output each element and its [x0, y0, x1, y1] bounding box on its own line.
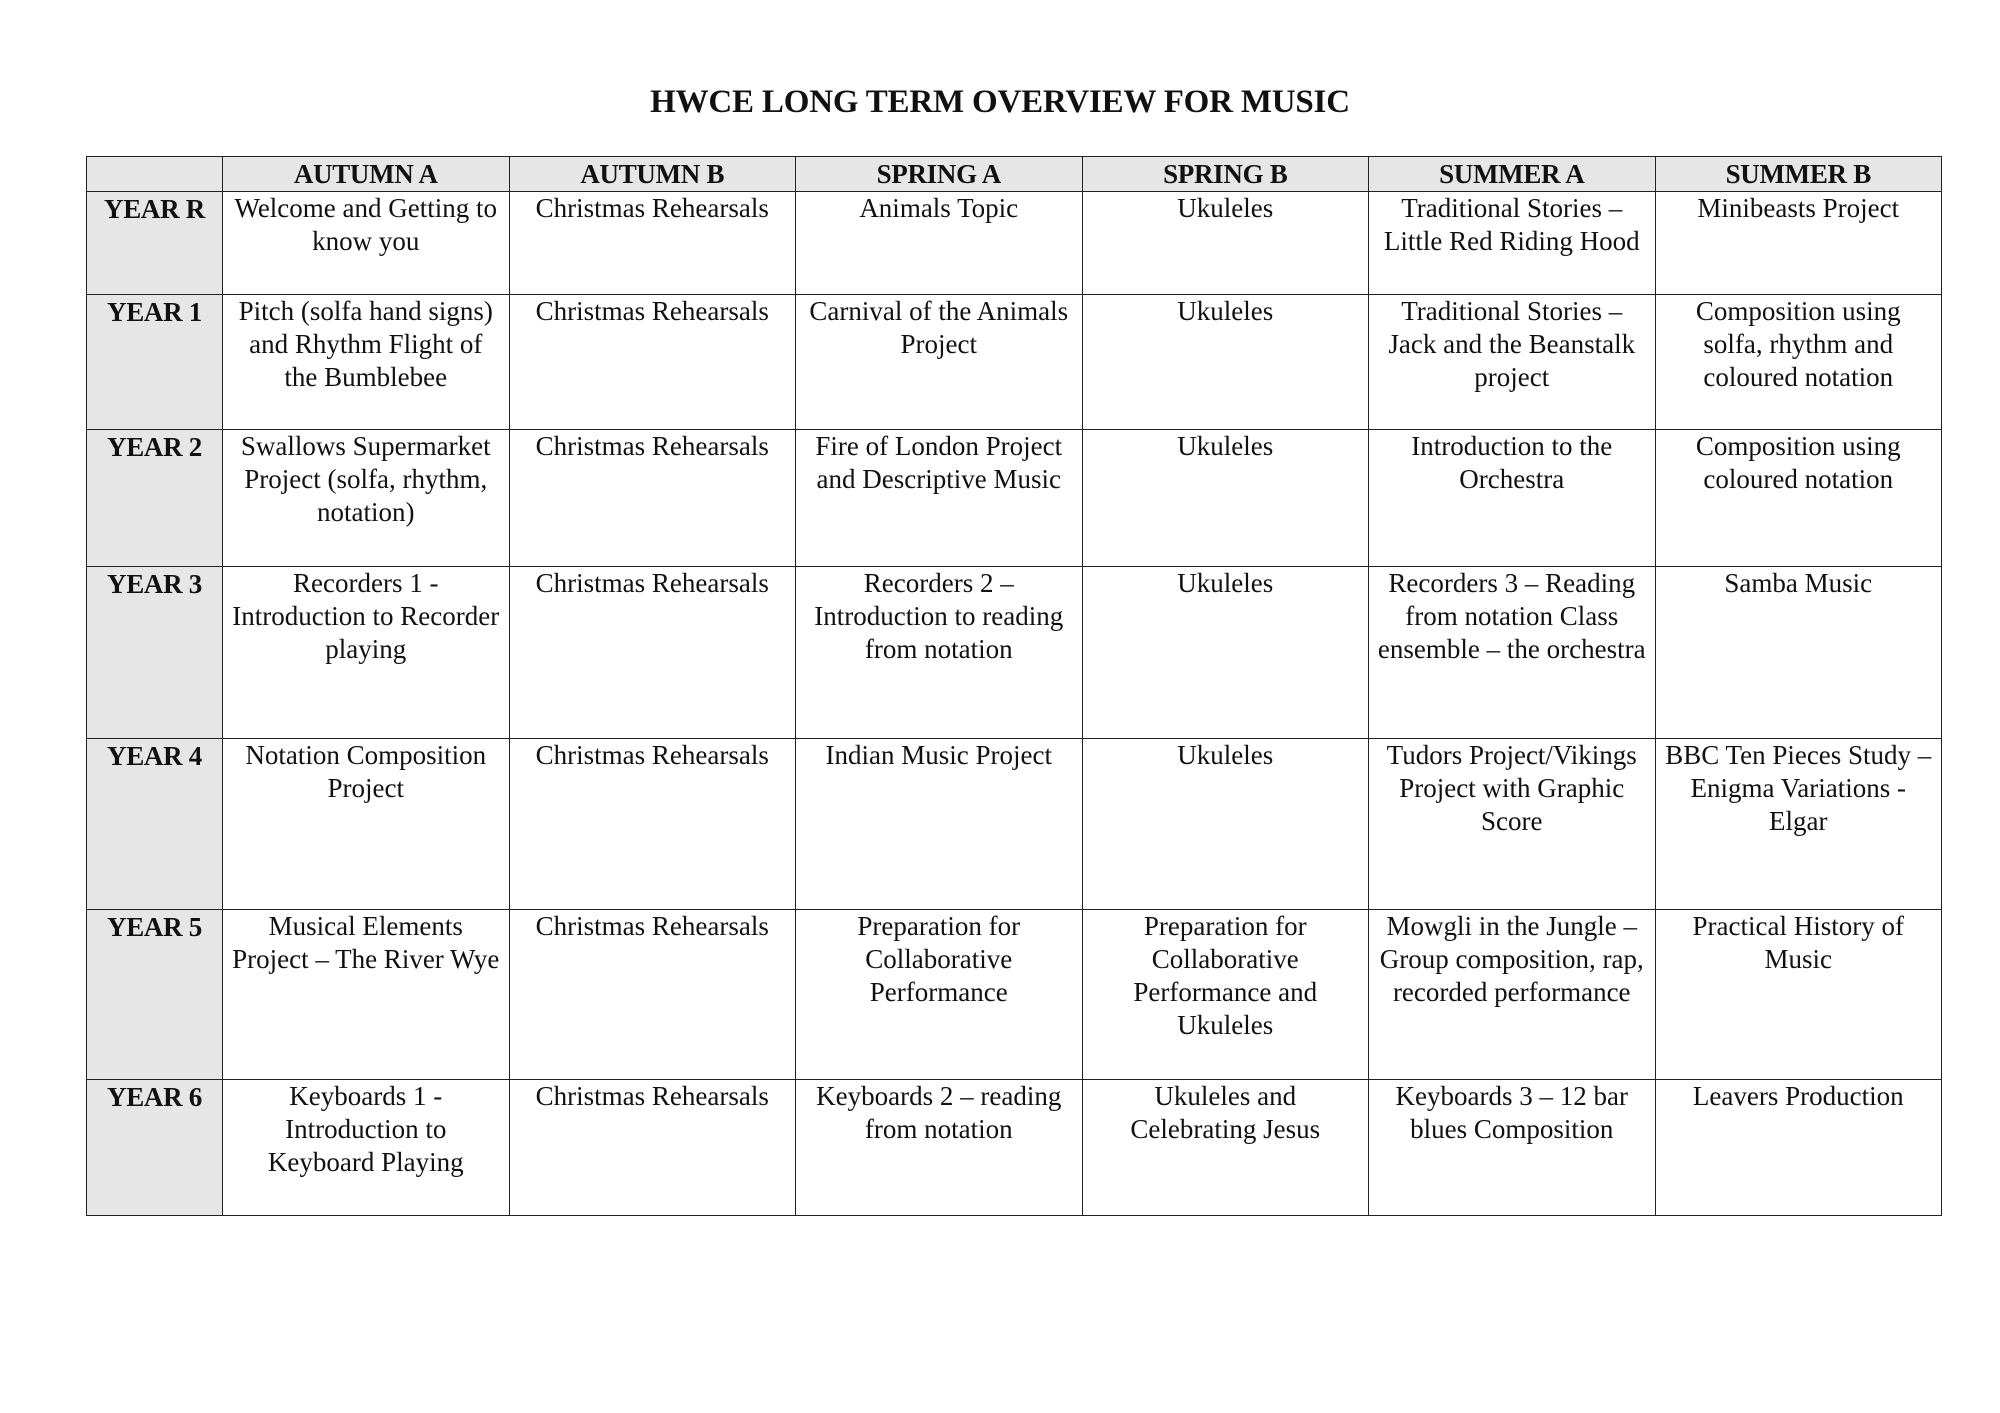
music-overview-table [86, 156, 1942, 1216]
table-row [87, 910, 1942, 1080]
table-cell: Indian Music Project [796, 739, 1083, 910]
table-cell: Christmas Rehearsals [509, 567, 796, 739]
table-cell: Ukuleles [1082, 739, 1369, 910]
table-cell: Composition using solfa, rhythm and coloured notation [1655, 295, 1942, 430]
table-cell: Ukuleles and Celebrating Jesus [1082, 1080, 1369, 1216]
table-cell: Keyboards 3 – 12 bar blues Composition [1369, 1080, 1656, 1216]
table-cell: Recorders 2 – Introduction to reading from notation [796, 567, 1083, 739]
table-cell: Christmas Rehearsals [509, 739, 796, 910]
table-cell: Mowgli in the Jungle – Group composition, rap, recorded performance [1369, 910, 1656, 1080]
table-cell: Animals Topic [796, 192, 1083, 295]
table-cell: Ukuleles [1082, 430, 1369, 567]
table-cell: Christmas Rehearsals [509, 430, 796, 567]
table-cell: Christmas Rehearsals [509, 1080, 796, 1216]
corner-header [87, 157, 223, 192]
table-cell: Introduction to the Orchestra [1369, 430, 1656, 567]
column-header-spring-b: SPRING B [1082, 157, 1369, 192]
table-cell: Keyboards 1 - Introduction to Keyboard Playing [223, 1080, 510, 1216]
table-cell: Traditional Stories – Little Red Riding Hood [1369, 192, 1656, 295]
table-cell: Swallows Supermarket Project (solfa, rhythm, notation) [223, 430, 510, 567]
table-cell: Pitch (solfa hand signs) and Rhythm Flight of the Bumblebee [223, 295, 510, 430]
table-cell: Recorders 1 - Introduction to Recorder playing [223, 567, 510, 739]
row-header-year-1: YEAR 1 [87, 295, 223, 430]
row-header-year-3: YEAR 3 [87, 567, 223, 739]
table-cell: Leavers Production [1655, 1080, 1942, 1216]
column-header-autumn-a: AUTUMN A [223, 157, 510, 192]
table-row [87, 295, 1942, 430]
table-cell: Ukuleles [1082, 567, 1369, 739]
table-cell: BBC Ten Pieces Study – Enigma Variations - Elgar [1655, 739, 1942, 910]
table-cell: Samba Music [1655, 567, 1942, 739]
table-cell: Christmas Rehearsals [509, 192, 796, 295]
column-header-summer-a: SUMMER A [1369, 157, 1656, 192]
table-cell: Preparation for Collaborative Performance and Ukuleles [1082, 910, 1369, 1080]
table-cell: Christmas Rehearsals [509, 910, 796, 1080]
table-cell: Minibeasts Project [1655, 192, 1942, 295]
table-row [87, 567, 1942, 739]
table-cell: Ukuleles [1082, 192, 1369, 295]
table-cell: Musical Elements Project – The River Wye [223, 910, 510, 1080]
table-cell: Keyboards 2 – reading from notation [796, 1080, 1083, 1216]
table-cell: Recorders 3 – Reading from notation Class ensemble – the orchestra [1369, 567, 1656, 739]
table-cell: Notation Composition Project [223, 739, 510, 910]
row-header-year-r: YEAR R [87, 192, 223, 295]
header-row [87, 157, 1942, 192]
table-cell: Christmas Rehearsals [509, 295, 796, 430]
table-cell: Practical History of Music [1655, 910, 1942, 1080]
table-cell: Preparation for Collaborative Performance [796, 910, 1083, 1080]
table-cell: Composition using coloured notation [1655, 430, 1942, 567]
table-cell: Ukuleles [1082, 295, 1369, 430]
table-cell: Welcome and Getting to know you [223, 192, 510, 295]
page-title: HWCE LONG TERM OVERVIEW FOR MUSIC [650, 84, 1350, 120]
row-header-year-5: YEAR 5 [87, 910, 223, 1080]
column-header-spring-a: SPRING A [796, 157, 1083, 192]
table-row [87, 192, 1942, 295]
row-header-year-2: YEAR 2 [87, 430, 223, 567]
table-cell: Traditional Stories – Jack and the Beanstalk project [1369, 295, 1656, 430]
row-header-year-4: YEAR 4 [87, 739, 223, 910]
table-cell: Tudors Project/Vikings Project with Graphic Score [1369, 739, 1656, 910]
column-header-summer-b: SUMMER B [1655, 157, 1942, 192]
table-row [87, 739, 1942, 910]
table-cell: Carnival of the Animals Project [796, 295, 1083, 430]
column-header-autumn-b: AUTUMN B [509, 157, 796, 192]
row-header-year-6: YEAR 6 [87, 1080, 223, 1216]
table-cell: Fire of London Project and Descriptive Music [796, 430, 1083, 567]
table-row [87, 430, 1942, 567]
table-row [87, 1080, 1942, 1216]
